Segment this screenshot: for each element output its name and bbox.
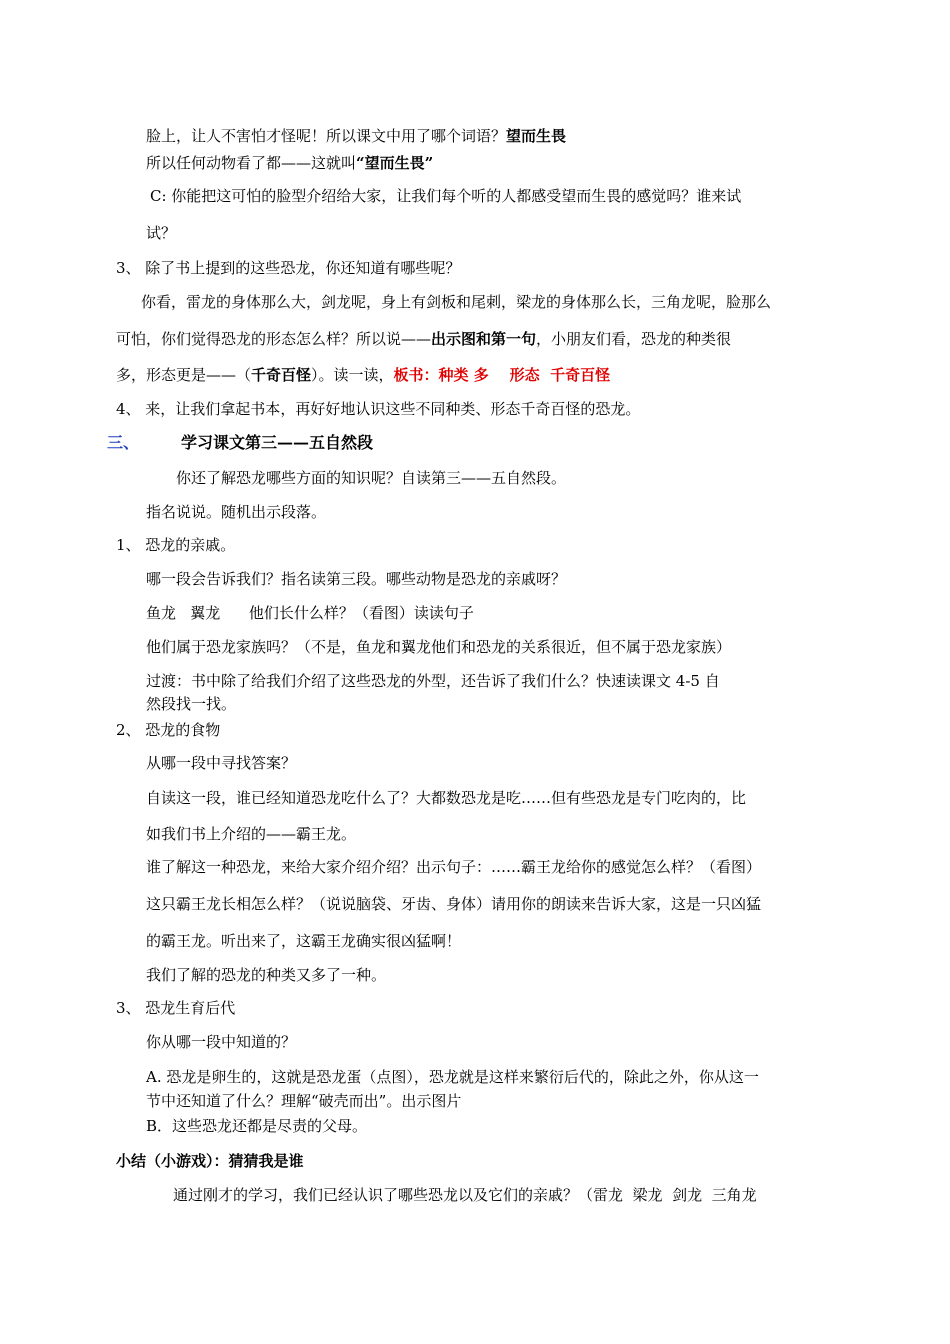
summary-heading: 小结（小游戏）：猜猜我是谁 bbox=[116, 1152, 304, 1170]
keyword-text: 出示图和第一句 bbox=[431, 330, 537, 348]
paragraph-line: 通过刚才的学习，我们已经认识了哪些恐龙以及它们的亲戚？（雷龙 梁龙 剑龙 三角龙 bbox=[173, 1186, 757, 1204]
paragraph-line: A. 恐龙是卵生的，这就是恐龙蛋（点图），恐龙就是这样来繁衍后代的，除此之外，你从这一 bbox=[146, 1068, 759, 1086]
paragraph-line: 从哪一段中寻找答案？ bbox=[146, 754, 297, 772]
paragraph-line: 所以任何动物看了都——这就叫“望而生畏” bbox=[146, 154, 434, 172]
paragraph-line: 过渡：书中除了给我们介绍了这些恐龙的外型，还告诉了我们什么？快速读课文 4-5 自 bbox=[146, 672, 720, 690]
paragraph-line: 自读这一段，谁已经知道恐龙吃什么了？大都数恐龙是吃……但有些恐龙是专门吃肉的，比 bbox=[146, 789, 747, 807]
paragraph-line: 节中还知道了什么？理解“破壳而出”。出示图片 bbox=[146, 1092, 462, 1110]
keyword-text: “望而生畏” bbox=[356, 154, 434, 172]
paragraph-line: 然段找一找。 bbox=[146, 695, 237, 713]
paragraph-line: 脸上，让人不害怕才怪呢！所以课文中用了哪个词语？望而生畏 bbox=[146, 127, 567, 145]
paragraph-line: B．这些恐龙还都是尽责的父母。 bbox=[146, 1117, 368, 1135]
paragraph-line: 他们属于恐龙家族吗？（不是，鱼龙和翼龙他们和恐龙的关系很近，但不属于恐龙家族） bbox=[146, 638, 732, 656]
paragraph-line: 试？ bbox=[146, 224, 177, 242]
keyword-text: 望而生畏 bbox=[506, 127, 567, 145]
paragraph-line: 你看，雷龙的身体那么大，剑龙呢，身上有剑板和尾刺，梁龙的身体那么长，三角龙呢，脸那么 bbox=[141, 293, 772, 311]
section-heading bbox=[107, 433, 373, 453]
list-item: 3、 恐龙生育后代 bbox=[116, 999, 236, 1017]
section-title: 学习课文第三——五自然段 bbox=[181, 433, 374, 452]
paragraph-line: 谁了解这一种恐龙，来给大家介绍介绍？出示句子：……霸王龙给你的感觉怎么样？（看图） bbox=[146, 858, 762, 876]
paragraph-line: 我们了解的恐龙的种类又多了一种。 bbox=[146, 966, 387, 984]
paragraph-line: 多，形态更是——（千奇百怪）。读一读，板书：种类 多 形态 千奇百怪 bbox=[116, 366, 611, 384]
paragraph-line: C: 你能把这可怕的脸型介绍给大家，让我们每个听的人都感受望而生畏的感觉吗？谁来试 bbox=[150, 187, 742, 205]
paragraph-line: 哪一段会告诉我们？指名读第三段。哪些动物是恐龙的亲戚呀？ bbox=[146, 570, 567, 588]
list-item: 3、 除了书上提到的这些恐龙，你还知道有哪些呢？ bbox=[116, 259, 461, 277]
list-item: 2、 恐龙的食物 bbox=[116, 721, 221, 739]
list-item: 1、 恐龙的亲戚。 bbox=[116, 536, 236, 554]
paragraph-line: 你还了解恐龙哪些方面的知识呢？自读第三——五自然段。 bbox=[176, 469, 567, 487]
paragraph-line: 如我们书上介绍的——霸王龙。 bbox=[146, 825, 357, 843]
paragraph-line: 鱼龙 翼龙 他们长什么样？（看图）读读句子 bbox=[146, 604, 474, 622]
paragraph-line: 这只霸王龙长相怎么样？（说说脑袋、牙齿、身体）请用你的朗读来告诉大家，这是一只凶猛 bbox=[146, 895, 762, 913]
section-number: 三、 bbox=[107, 433, 140, 452]
paragraph-line: 的霸王龙。听出来了，这霸王龙确实很凶猛啊！ bbox=[146, 932, 462, 950]
paragraph-line: 你从哪一段中知道的？ bbox=[146, 1033, 297, 1051]
paragraph-line: 可怕，你们觉得恐龙的形态怎么样？所以说——出示图和第一句，小朋友们看，恐龙的种类很 bbox=[116, 330, 732, 348]
list-item: 4、 来，让我们拿起书本，再好好地认识这些不同种类、形态千奇百怪的恐龙。 bbox=[116, 400, 641, 418]
board-note: 板书：种类 多 形态 千奇百怪 bbox=[393, 366, 611, 384]
keyword-text: 千奇百怪 bbox=[251, 366, 312, 384]
paragraph-line: 指名说说。随机出示段落。 bbox=[146, 503, 327, 521]
